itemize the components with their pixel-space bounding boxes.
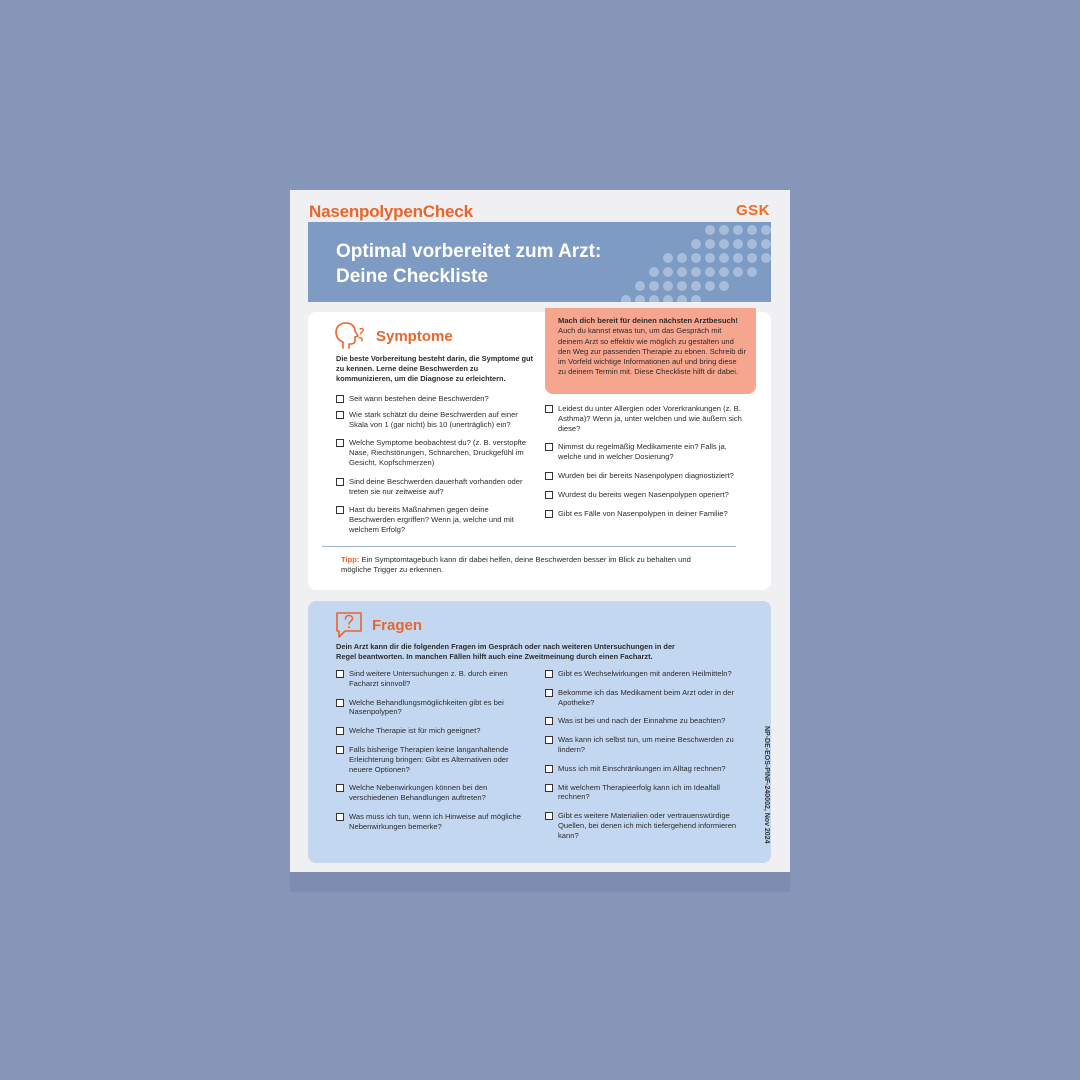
- fragen-intro: Dein Arzt kann dir die folgenden Fragen im Gespräch oder nach weiteren Untersuchungen in der Regel beantworten. In manchen Fällen hilft auch eine Zweitmeinung durch einen Facharzt.: [336, 642, 675, 661]
- tip-note: [341, 555, 701, 576]
- fragen-left-column: [336, 669, 532, 832]
- checkbox[interactable]: [336, 411, 344, 419]
- checklist-item[interactable]: Seit wann bestehen deine Beschwerden?: [336, 394, 532, 404]
- checkbox[interactable]: [336, 699, 344, 707]
- checklist-item[interactable]: Hast du bereits Maßnahmen gegen deine Beschwerden ergriffen? Wenn ja, welche und mit welchem Erfolg?: [336, 505, 532, 534]
- symptome-left-column: [336, 394, 532, 535]
- question-bubble-icon: [334, 611, 364, 639]
- checklist-item[interactable]: Welche Symptome beobachtest du? (z. B. verstopfte Nase, Riechstörungen, Schnarchen, Druckgefühl im Gesicht, Kopfschmerzen): [336, 438, 532, 467]
- fragen-title: Fragen: [372, 616, 423, 634]
- checkbox[interactable]: [336, 439, 344, 447]
- fragen-heading: [334, 611, 422, 639]
- checklist-item[interactable]: Wie stark schätzt du deine Beschwerden auf einer Skala von 1 (gar nicht) bis 10 (unerträglich) ein?: [336, 410, 532, 430]
- checklist-item[interactable]: Was kann ich selbst tun, um meine Beschwerden zu lindern?: [545, 735, 745, 755]
- checkbox[interactable]: [545, 472, 553, 480]
- callout-lead: Mach dich bereit für deinen nächsten Arztbesuch!: [558, 316, 738, 325]
- checkbox[interactable]: [336, 813, 344, 821]
- divider: [322, 546, 736, 547]
- intro-callout: [545, 308, 756, 394]
- checkbox[interactable]: [545, 670, 553, 678]
- checkbox[interactable]: [336, 784, 344, 792]
- checklist-item[interactable]: Falls bisherige Therapien keine langanhaltende Erleichterung bringen: Gibt es Alternativen oder neuere Optionen?: [336, 745, 532, 774]
- head-breath-icon: [334, 322, 368, 350]
- checkbox[interactable]: [336, 395, 344, 403]
- fragen-right-column: [545, 669, 745, 841]
- checklist-item[interactable]: Muss ich mit Einschränkungen im Alltag rechnen?: [545, 764, 745, 774]
- checklist-item[interactable]: Wurdest du bereits wegen Nasenpolypen operiert?: [545, 490, 745, 500]
- checklist-item[interactable]: Welche Therapie ist für mich geeignet?: [336, 726, 532, 736]
- checkbox[interactable]: [545, 765, 553, 773]
- document-code-text: NP-DE-EOS-PINF-240002, Nov 2024: [763, 726, 770, 844]
- checkbox[interactable]: [545, 784, 553, 792]
- checkbox[interactable]: [545, 736, 553, 744]
- checklist-item[interactable]: Bekomme ich das Medikament beim Arzt oder in der Apotheke?: [545, 688, 745, 708]
- checkbox[interactable]: [545, 443, 553, 451]
- tip-text: Ein Symptomtagebuch kann dir dabei helfen, deine Beschwerden besser im Blick zu behalten und mögliche Trigger zu erkennen.: [341, 555, 691, 575]
- symptome-title: Symptome: [376, 327, 453, 345]
- checkbox[interactable]: [545, 491, 553, 499]
- checkbox[interactable]: [336, 727, 344, 735]
- checklist-item[interactable]: Wurden bei dir bereits Nasenpolypen diagnostiziert?: [545, 471, 745, 481]
- page-title-line1: Optimal vorbereitet zum Arzt:: [336, 241, 602, 262]
- checklist-item[interactable]: Leidest du unter Allergien oder Vorerkrankungen (z. B. Asthma)? Wenn ja, unter welchen und wie äußern sich diese?: [545, 404, 745, 433]
- checkbox[interactable]: [545, 689, 553, 697]
- checklist-item[interactable]: Was ist bei und nach der Einnahme zu beachten?: [545, 716, 745, 726]
- checklist-item[interactable]: Gibt es Fälle von Nasenpolypen in deiner Familie?: [545, 509, 745, 519]
- tip-label: Tipp:: [341, 555, 360, 564]
- checkbox[interactable]: [336, 478, 344, 486]
- checklist-item[interactable]: Gibt es Wechselwirkungen mit anderen Heilmitteln?: [545, 669, 745, 679]
- checklist-item[interactable]: Gibt es weitere Materialien oder vertrauenswürdige Quellen, bei denen ich mich tiefergehend informieren kann?: [545, 811, 745, 840]
- gsk-logo: GSK: [735, 202, 770, 219]
- symptome-intro: Die beste Vorbereitung besteht darin, die Symptome gut zu kennen. Lerne deine Beschwerden zu kommunizieren, um die Diagnose zu erleichtern.: [336, 354, 533, 383]
- checklist-item[interactable]: Welche Behandlungsmöglichkeiten gibt es bei Nasenpolypen?: [336, 698, 532, 718]
- checkbox[interactable]: [545, 405, 553, 413]
- dot-pattern-decoration: [608, 222, 771, 302]
- checkbox[interactable]: [336, 670, 344, 678]
- checklist-item[interactable]: Mit welchem Therapieerfolg kann ich im Idealfall rechnen?: [545, 783, 745, 803]
- title-banner: [308, 222, 771, 302]
- brand-logo: [309, 202, 473, 222]
- symptome-right-column: [545, 404, 745, 518]
- checklist-item[interactable]: Welche Nebenwirkungen können bei den verschiedenen Behandlungen auftreten?: [336, 783, 532, 803]
- checklist-item[interactable]: Sind deine Beschwerden dauerhaft vorhanden oder treten sie nur zeitweise auf?: [336, 477, 532, 497]
- page-title-line2: Deine Checkliste: [336, 266, 489, 287]
- symptome-heading: [334, 322, 453, 350]
- checkbox[interactable]: [336, 506, 344, 514]
- checkbox[interactable]: [545, 717, 553, 725]
- checkbox[interactable]: [545, 510, 553, 518]
- checkbox[interactable]: [545, 812, 553, 820]
- callout-body: Auch du kannst etwas tun, um das Gespräch mit deinem Arzt so effektiv wie möglich zu gestalten und den Weg zur passenden Therapie zu ebnen. Schreib dir im Vorfeld wichtige Informationen auf und bring diese zu deinem Termin mit. Diese Checkliste hilft dir dabei.: [558, 326, 746, 377]
- checklist-sheet: [290, 190, 790, 872]
- sheet-shadow: [290, 872, 790, 892]
- checklist-item[interactable]: Was muss ich tun, wenn ich Hinweise auf mögliche Nebenwirkungen bemerke?: [336, 812, 532, 832]
- checklist-item[interactable]: Sind weitere Untersuchungen z. B. durch einen Facharzt sinnvoll?: [336, 669, 532, 689]
- checklist-item[interactable]: Nimmst du regelmäßig Medikamente ein? Falls ja, welche und in welcher Dosierung?: [545, 442, 745, 462]
- checkbox[interactable]: [336, 746, 344, 754]
- brand-name: NasenpolypenCheck: [309, 202, 473, 221]
